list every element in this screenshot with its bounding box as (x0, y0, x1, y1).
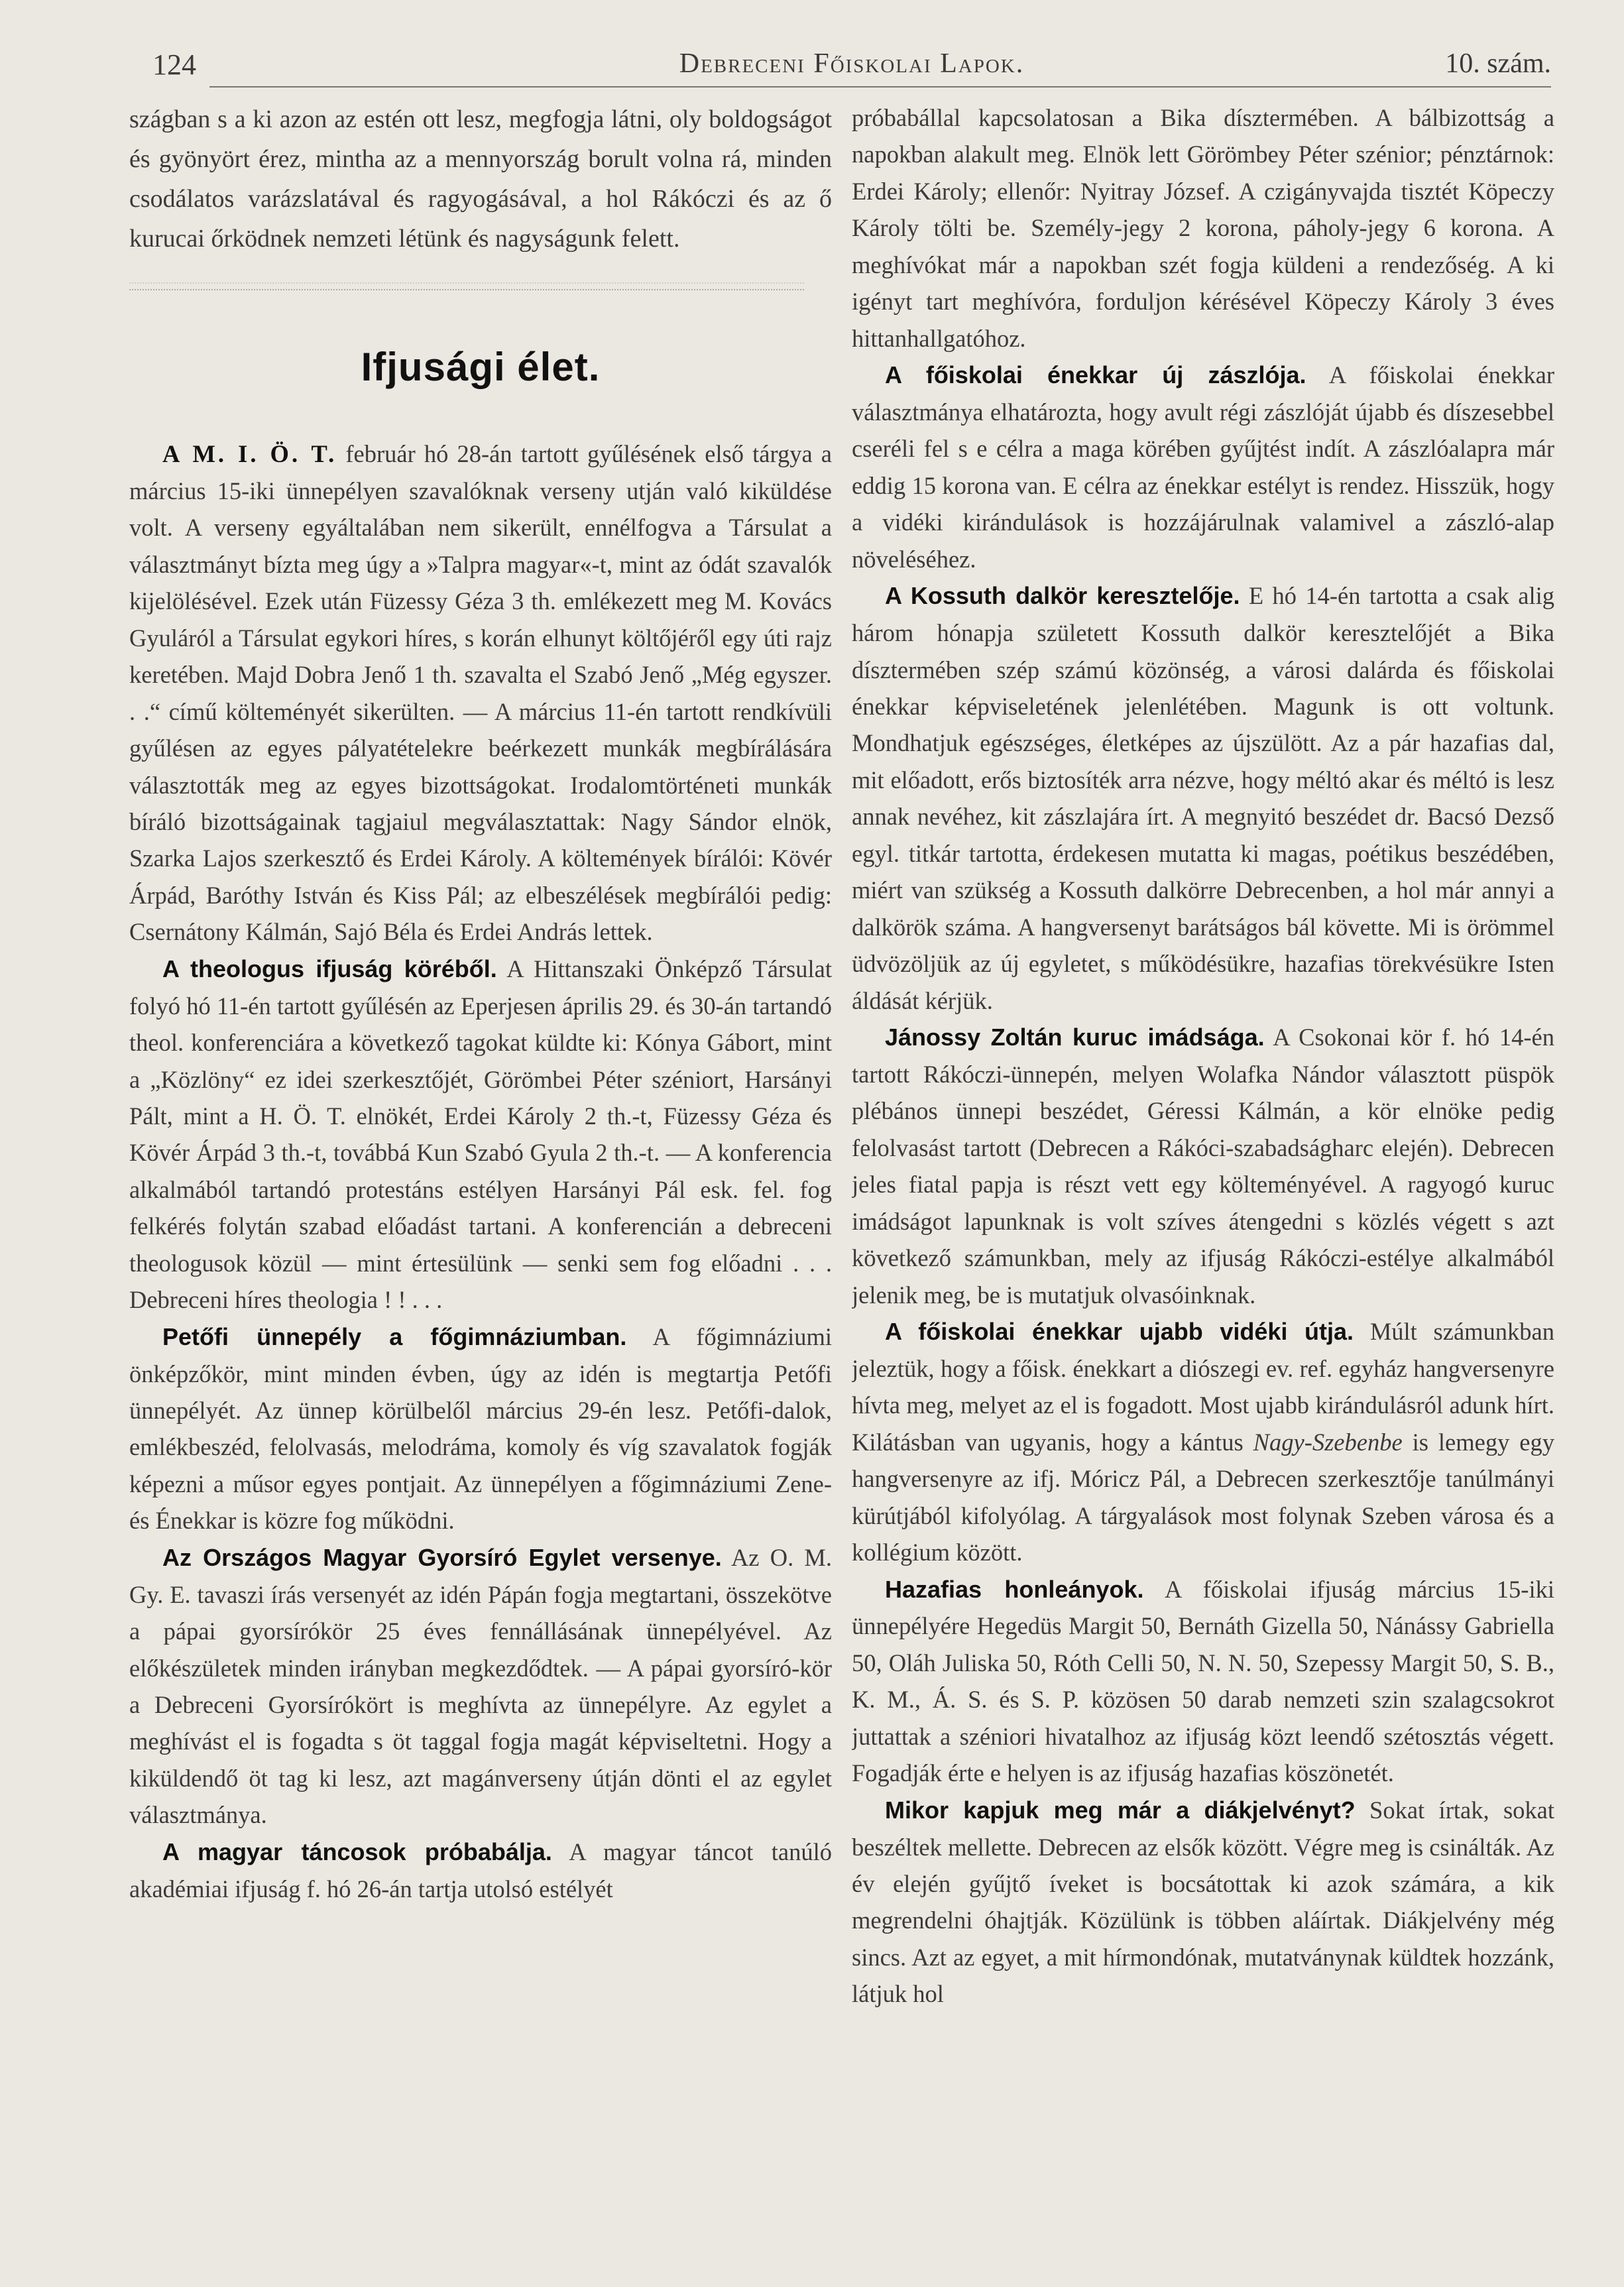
article-enekkar (852, 1313, 1554, 1571)
article-honleany (852, 1571, 1554, 1792)
divider-ornament (129, 282, 804, 290)
article-gyorsiro-heading: Az Országos Magyar Gyorsíró Egylet versenye. (162, 1543, 722, 1571)
article-tanc-continued: próbabállal kapcsolatosan a Bika dísztermében. A bálbizottság a napokban alakult meg. Elnök lett Görömbey Péter szénior; pénztárnok: Erdei Károly; ellenőr: Nyitray József. A czigányvajda tisztét Köpeczy Károly tölti be. Személy-jegy 2 korona, páholy-jegy 6 korona. A meghívókat már a napokban szét fogja küldeni a rendezőség. A ki igényt tart meghívóra, forduljon kérésével Köpeczy Károly 3 éves hittanhallgatóhoz. (852, 104, 1554, 352)
article-diakjelveny-heading: Mikor kapjuk meg már a diákjelvényt? (885, 1796, 1356, 1824)
page-header (152, 41, 1551, 88)
article-gyorsiro-body: Az O. M. Gy. E. tavaszi írás versenyét az idén Pápán fogja megtartani, összekötve a pápai gyorsírókör 25 éves fennállásának ünnepélyével. Az előkészületek minden irányban megkezdődtek. — A pápai gyorsíró-kör a Debreceni Gyorsírókört is meghívta az ünnepélyre. Az egylet a meghívást el is fogadta s öt taggal fogja magát képviseltetni. Hogy a kiküldendő öt tag ki lesz, azt magánverseny útján dönti el az egylet választmánya. (129, 1543, 832, 1829)
article-tanc-heading: A magyar táncosok próbabálja. (162, 1838, 552, 1865)
intro-paragraph: szágban s a ki azon az estén ott lesz, megfogja látni, oly boldogságot és gyönyört érez, mintha az a mennyország borult volna rá, minden csodálatos varázslatával és ragyogásával, a hol Rákóczi és az ő kurucai őrködnek nemzeti létünk és nagyságunk felett. (129, 105, 832, 253)
article-petofi (129, 1319, 832, 1539)
article-petofi-heading: Petőfi ünnepély a főgimnáziumban. (162, 1322, 627, 1350)
page-number: 124 (152, 48, 196, 81)
article-enekkar-body-1: Múlt számunkban jeleztük, hogy a főisk. énekkart a diószegi ev. ref. egyház hangversenyre hívta meg, melyet az el is fogadott. Most ujabb kirándulásról adunk hírt. Kilátásban van ugyanis, hogy a kántus (852, 1318, 1554, 1456)
section-title: Ifjusági élet. (361, 345, 601, 390)
article-kossuth (852, 577, 1554, 1019)
article-zaszlo-body: A főiskolai énekkar választmánya elhatározta, hogy avult régi zászlóját újabb és díszesebbel cseréli fel s e célra a maga körében gyűjtést indít. A zászlóalapra már eddig 15 korona van. E célra az énekkar estélyt is rendez. Hisszük, hogy a vidéki kirándulások is hozzájárulnak valamivel a zászló-alap növeléséhez. (852, 361, 1554, 573)
article-enekkar-body-2: is lemegy egy hangversenyre az ifj. Móricz Pál, a Debrecen szerkesztője tanúlmányi kürútjából kifolyólag. A tárgyalások most folynak Szeben városa és a kollégium között. (852, 1428, 1554, 1566)
article-zaszlo (852, 357, 1554, 577)
article-diakjelveny (852, 1792, 1554, 2013)
article-theologus (129, 951, 832, 1319)
article-diakjelveny-body: Sokat írtak, sokat beszéltek mellette. Debrecen az elsők között. Végre meg is csinálták. Az év elején gyűjtő íveket is bocsátottak ki azok számára, a kik megrendelni óhajtják. Közülünk is többen aláírtak. Diákjelvény még sincs. Azt az egyet, a mit hírmondónak, mutatványnak küldtek hozzánk, látjuk hol (852, 1796, 1554, 2008)
article-petofi-body: A főgimnáziumi önképzőkör, mint minden évben, úgy az idén is megtartja Petőfi ünnepélyét. Az ünnep körülbelől március 29-én lesz. Petőfi-dalok, emlékbeszéd, felolvasás, melodráma, komoly és víg szavalatok fogják képezni a műsor egyes pontjait. Az ünnepélyen a főgimnáziumi Zene- és Énekkar is közre fog működni. (129, 1322, 832, 1535)
publication-title: Debreceni Főiskolai Lapok. (679, 48, 1025, 79)
right-column (852, 99, 1554, 2254)
article-gyorsiro (129, 1539, 832, 1834)
article-kossuth-heading: A Kossuth dalkör keresztelője. (885, 582, 1240, 610)
article-theologus-heading: A theologus ifjuság köréből. (162, 955, 497, 982)
article-tanc-body: A magyar táncot tanúló akadémiai ifjuság f. hó 26-án tartja utolsó estélyét (129, 1838, 832, 1903)
article-zaszlo-heading: A főiskolai énekkar új zászlója. (885, 361, 1306, 389)
header-rule (209, 86, 1551, 88)
article-janossy (852, 1019, 1554, 1313)
article-enekkar-heading: A főiskolai énekkar ujabb vidéki útja. (885, 1318, 1354, 1346)
article-theologus-body: A Hittanszaki Önképző Társulat folyó hó 11-én tartott gyűlésén az Eperjesen április 29. és 30-án tartandó theol. konferenciára a következő tagokat küldte ki: Kónya Gábort, mint a „Közlöny“ ez idei szerkesztőjét, Görömbei Péter széniort, Harsányi Pált, mint a H. Ö. T. elnökét, Erdei Károly 2 th.-t, Füzessy Géza és Kövér Árpád 3 th.-t, továbbá Kun Szabó Gyula 2 th.-t. — A konferencia alkalmából tartandó protestáns estélyen Harsányi Pál esk. fel. fog felkérés folytán szabad előadást tartani. A konferencián a debreceni theologusok közül — mint értesülünk — senki sem fog előadni . . . Debreceni híres theologia ! ! . . . (129, 955, 832, 1314)
article-kossuth-body: E hó 14-én tartotta a csak alig három hónapja született Kossuth dalkör keresztelőjét a Bika dísztermében szép számú közönség, a városi dalárda és főiskolai énekkar képviseletének jelenlétében. Magunk is ott voltunk. Mondhatjuk egészséges, életképes az újszülött. Az a pár hazafias dal, mit előadott, erős biztosíték arra nézve, hogy méltó akar és méltó is lesz annak nevéhez, kit zászlajára írt. A megnyitó beszédet dr. Bacsó Dezső egyl. titkár tartotta, érdekesen mutatta ki magas, poétikus beszédében, miért van szükség a Kossuth dalkörre Debrecenben, a hol már annyi a dalkörök száma. A hangversenyt barátságos bál követte. Mi is örömmel üdvözöljük az új egyletet, s működésükre, hazafias törekvésükre Isten áldását kérjük. (852, 582, 1554, 1014)
article-janossy-heading: Jánossy Zoltán kuruc imádsága. (885, 1024, 1265, 1051)
issue-number: 10. szám. (1445, 48, 1551, 79)
article-amiot-heading: A M. I. Ö. T. (162, 440, 337, 468)
article-amiot (129, 436, 832, 951)
left-column (129, 99, 832, 2254)
article-amiot-body: február hó 28-án tartott gyűlésének első tárgya a március 15-iki ünnepélyen szavalóknak verseny utján való kiküldése volt. A verseny egyáltalában nem sikerült, ennélfogva a Társulat a választmányt bízta meg úgy a »Talpra magyar«-t, mint az ódát szavalók kijelölésével. Ezek után Füzessy Géza 3 th. emlékezett meg M. Kovács Gyuláról a Társulat egykori híres, s korán elhunyt költőjéről egy úti rajz keretében. Majd Dobra Jenő 1 th. szavalta el Szabó Jenő „Még egyszer. . .“ című költeményét sikerülten. — A március 11-én tartott rendkívüli gyűlésen az egyes pályatételekre beérkezett munkák megbírálására választották meg az egyes bizottságokat. Irodalomtörténeti munkák bíráló bizottságainak tagjaiul megválasztattak: Nagy Sándor elnök, Szarka Lajos szerkesztő és Erdei Károly. A költemények bírálói: Kövér Árpád, Baróthy István és Kiss Pál; az elbeszélések megbírálói pedig: Csernátony Kálmán, Sajó Béla és Erdei András lettek. (129, 440, 832, 946)
article-honleany-heading: Hazafias honleányok. (885, 1575, 1144, 1603)
article-honleany-body: A főiskolai ifjuság március 15-iki ünnepélyére Hegedüs Margit 50, Bernáth Gizella 50, Nánássy Gabriella 50, Oláh Juliska 50, Róth Celli 50, N. N. 50, Szepessy Margit 50, S. B., K. M., Á. S. és S. P. közösen 50 darab nemzeti szin szalagcsokrot juttattak a széniori hivatalhoz az ifjuság közt leendő szétosztás végett. Fogadják érte e helyen is az ifjuság hazafias köszönetét. (852, 1575, 1554, 1787)
article-enekkar-emphasis: Nagy-Szebenbe (1253, 1428, 1403, 1456)
article-tanc (129, 1834, 832, 1907)
article-janossy-body: A Csokonai kör f. hó 14-én tartott Rákóczi-ünnepén, melyen Wolafka Nándor választott püspök plébános ünnepi beszédet, Géressi Kálmán, a kör elnöke pedig felolvasást tartott (Debrecen a Rákóci-szabadságharc elején). Debrecen jeles fiatal papja is részt vett egy költeményével. A ragyogó kuruc imádságot lapunknak is volt szíves átengedni s közlés végett s azt következő számunkban, mely az ifjuság Rákóczi-estélye alkalmából jelenik meg, be is mutatjuk olvasóinknak. (852, 1024, 1554, 1309)
